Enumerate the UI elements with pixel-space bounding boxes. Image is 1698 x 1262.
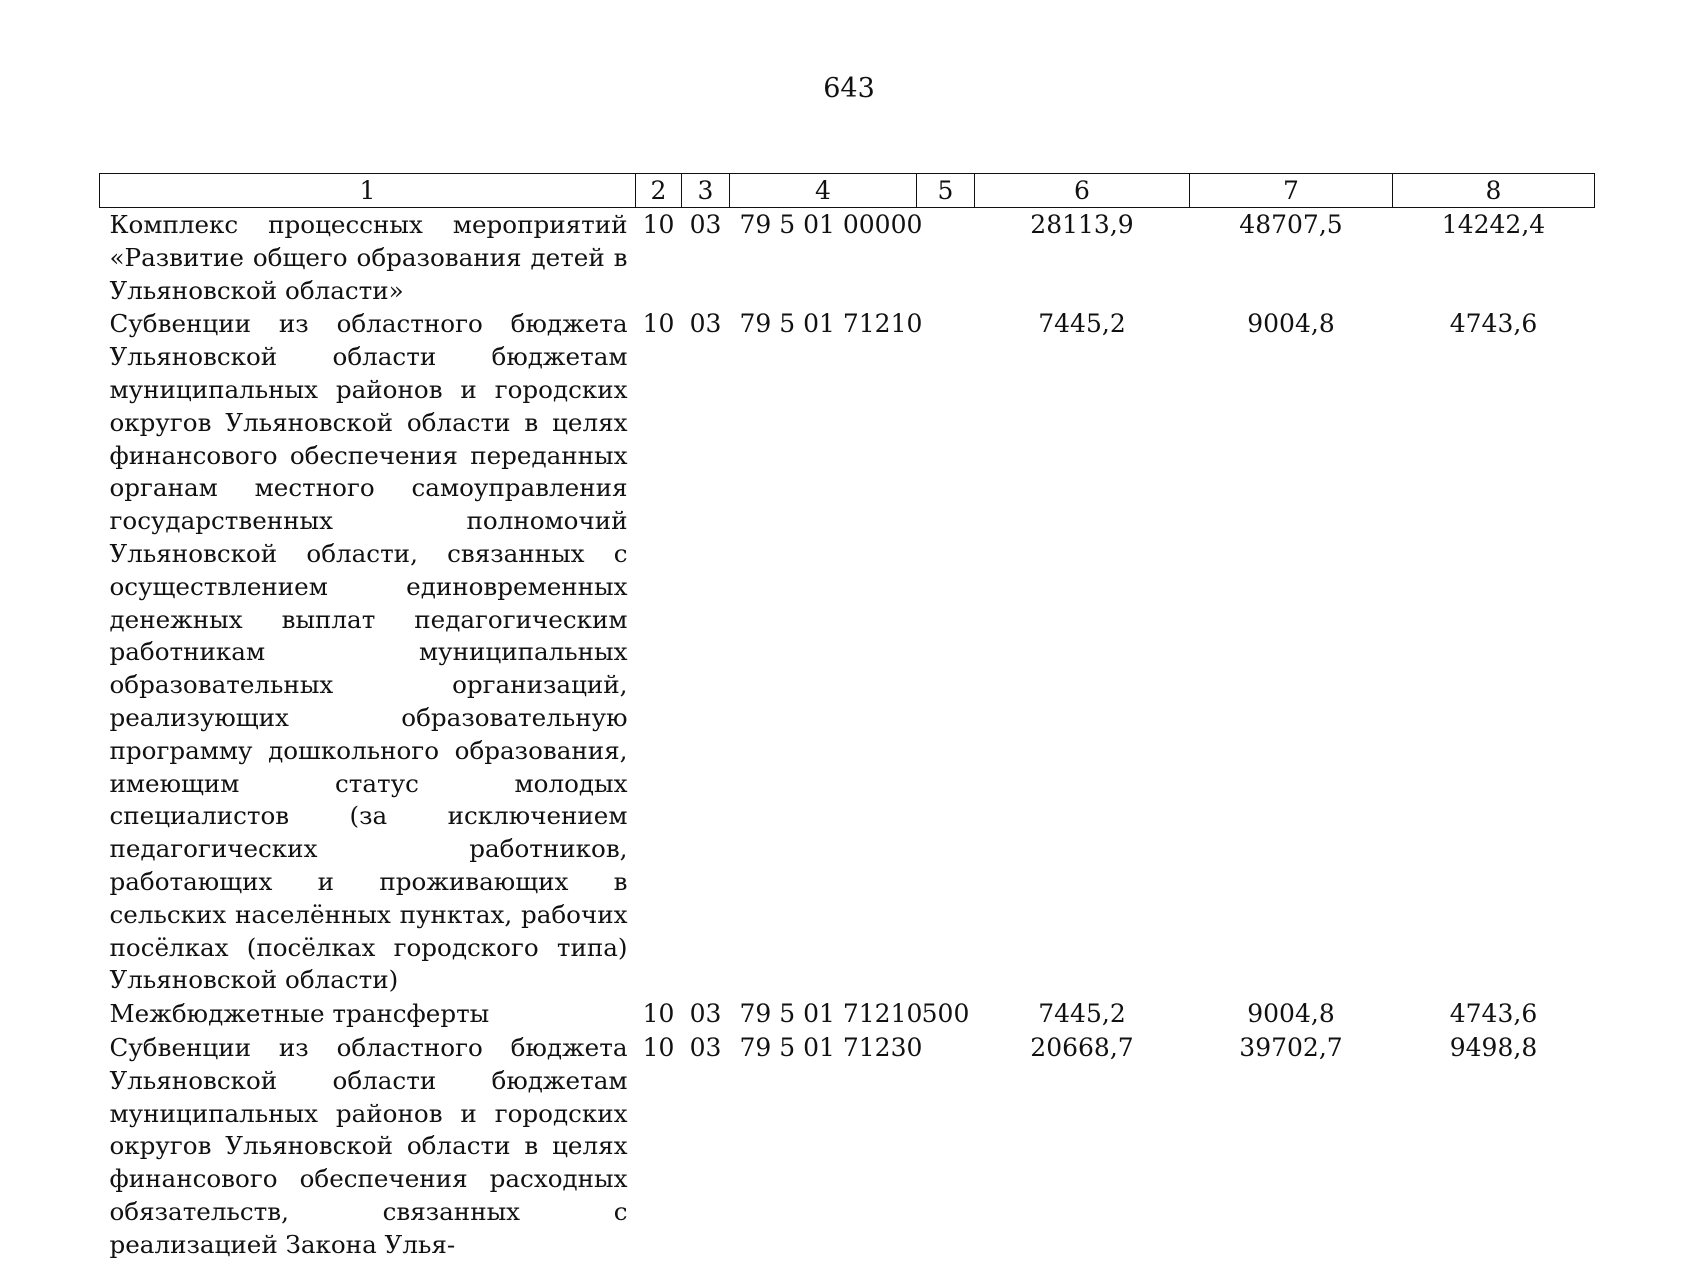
- row-section: 10: [642, 210, 675, 239]
- table-header-row: [100, 174, 1595, 208]
- column-header: 5: [917, 174, 975, 208]
- row-section: 10: [642, 999, 675, 1029]
- row-target-article: 79 5 01 00000: [739, 210, 923, 239]
- table-row: [100, 1031, 1595, 1262]
- column-header: 2: [636, 174, 682, 208]
- column-header: 6: [975, 174, 1190, 208]
- row-amount-1: 7445,2: [1038, 309, 1126, 339]
- row-amount-2: 9004,8: [1247, 999, 1335, 1029]
- row-target-article: 79 5 01 71210: [739, 999, 923, 1029]
- row-target-article: 79 5 01 71210: [739, 309, 923, 339]
- row-expense-type: [917, 208, 975, 308]
- row-target-article: 79 5 01 71230: [739, 1032, 923, 1062]
- column-header: 7: [1190, 174, 1393, 208]
- row-amount-3: 9498,8: [1449, 1032, 1538, 1062]
- row-name: Субвенции из областного бюджета Ульяновской области бюджетам муниципальных районов и городских округов Ульяновской области в целях финансового обеспечения расходных обязательств, связанных с реализацией Закона Улья-: [109, 1032, 628, 1259]
- table-row: [100, 307, 1595, 997]
- row-section: 10: [642, 309, 675, 339]
- row-amount-2: 39702,7: [1239, 1032, 1343, 1062]
- row-name: Комплекс процессных мероприятий «Развитие общего образования детей в Ульяновской области»: [109, 210, 628, 305]
- row-name: Межбюджетные трансферты: [109, 999, 490, 1029]
- row-name: Субвенции из областного бюджета Ульяновской области бюджетам муниципальных районов и городских округов Ульяновской области в целях финансового обеспечения переданных органам местного самоуправления государственных полномочий Ульяновской области, связанных с осуществлением единовременных денежных выплат педагогическим работникам муниципальных образовательных организаций, реализующих образовательную программу дошкольного образования, имеющим статус молодых специалистов (за исключением педагогических работников, работающих и проживающих в сельских населённых пунктах, рабочих посёлках (посёлках городского типа) Ульяновской области): [109, 309, 628, 995]
- column-header: 4: [730, 174, 917, 208]
- table-row: [100, 208, 1595, 308]
- row-expense-type: [917, 307, 975, 997]
- column-header: 8: [1393, 174, 1595, 208]
- row-amount-3: 4743,6: [1449, 309, 1538, 339]
- row-section: 10: [642, 1032, 675, 1062]
- row-amount-3: 4743,6: [1449, 999, 1538, 1029]
- budget-table: [99, 173, 1595, 1262]
- row-amount-1: 7445,2: [1038, 999, 1126, 1029]
- row-amount-1: 20668,7: [1030, 1032, 1134, 1062]
- row-subsection: 03: [689, 1032, 722, 1062]
- row-amount-2: 48707,5: [1239, 210, 1343, 239]
- column-header: 1: [100, 174, 636, 208]
- row-amount-3: 14242,4: [1441, 210, 1546, 239]
- row-amount-2: 9004,8: [1247, 309, 1335, 339]
- row-expense-type: [917, 1031, 975, 1262]
- row-subsection: 03: [689, 210, 722, 239]
- row-expense-type: 500: [921, 999, 970, 1029]
- page-number: 643: [823, 73, 875, 104]
- table-row: [100, 997, 1595, 1031]
- column-header: 3: [682, 174, 730, 208]
- row-subsection: 03: [689, 309, 722, 339]
- row-amount-1: 28113,9: [1030, 210, 1134, 239]
- row-subsection: 03: [689, 999, 722, 1029]
